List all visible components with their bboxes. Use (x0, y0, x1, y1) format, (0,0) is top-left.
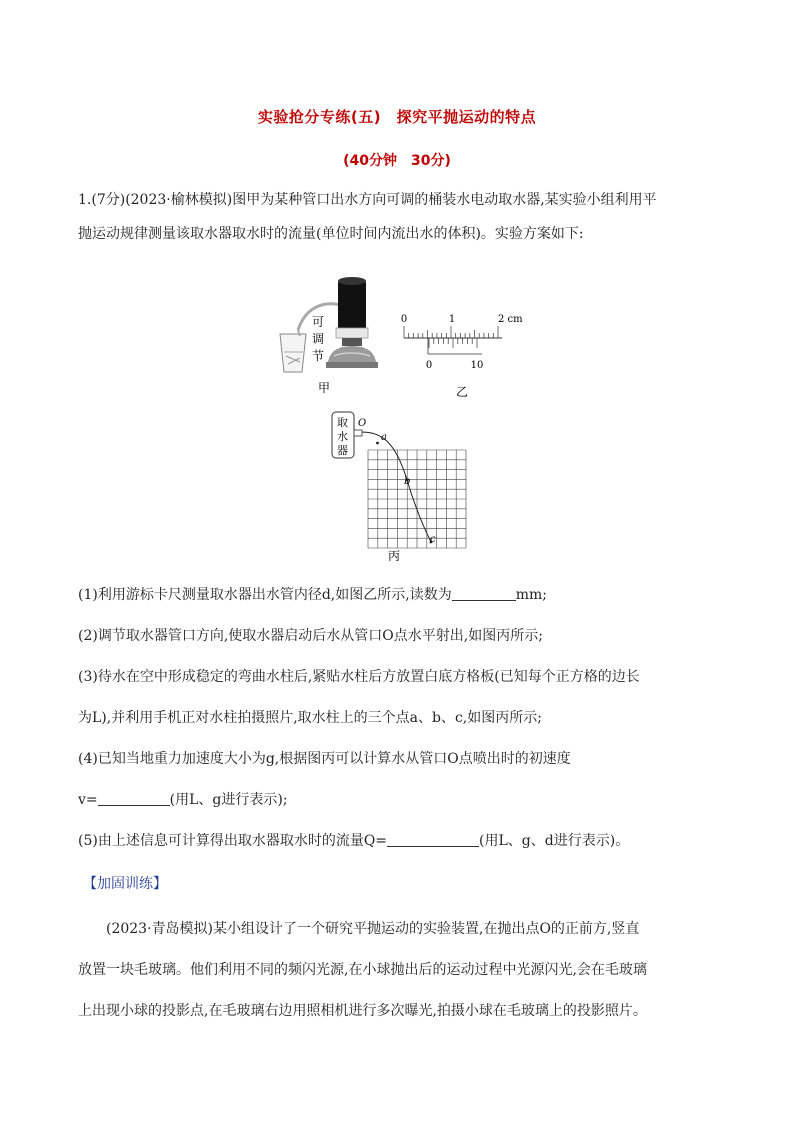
step-4-line2 (78, 783, 720, 817)
step-1-unit: mm; (515, 587, 547, 603)
step-4-note: (用L、g进行表示); (169, 792, 288, 808)
step-3-line2: 为L),并利用手机正对水柱拍摄照片,取水柱上的三个点a、b、c,如图丙所示; (78, 710, 542, 726)
figure-c-caption: 丙 (388, 549, 401, 563)
step-5-note: (用L、g、d进行表示)。 (479, 833, 630, 849)
vernier-label: 0 (425, 360, 433, 371)
figure-a-caption: 甲 (318, 381, 331, 395)
figure-c-trajectory-grid (330, 410, 470, 565)
step-5-text: (5)由上述信息可计算得出取水器取水时的流量Q= (78, 833, 388, 849)
section-title: 【加固训练】 (83, 876, 167, 892)
vernier-scale (429, 338, 477, 348)
figure-b-caption: 乙 (456, 385, 469, 399)
step-1 (78, 578, 720, 612)
step-3-line1: (3)待水在空中形成稳定的弯曲水柱后,紧贴水柱后方放置白底方格板(已知每个正方格的边长 (78, 669, 640, 685)
step-4-text: v= (78, 792, 98, 808)
figure-b-vernier-caliper (398, 310, 528, 400)
answer-blank-5[interactable] (387, 830, 479, 847)
reinforce-line3: 上出现小球的投影点,在毛玻璃右边用照相机进行多次曝光,拍摄小球在毛玻璃上的投影照片。 (78, 1003, 647, 1019)
question1-intro-line2: 抛运动规律测量该取水器取水时的流量(单位时间内流出水的体积)。实验方案如下: (78, 226, 584, 242)
step-2: (2)调节取水器管口方向,使取水器启动后水从管口O点水平射出,如图丙所示; (78, 628, 543, 644)
step-4-line1: (4)已知当地重力加速度大小为g,根据图丙可以计算水从管口O点喷出时的初速度 (78, 751, 571, 767)
reinforce-paragraph (78, 912, 720, 1028)
main-scale-label: 1 (448, 314, 456, 325)
nozzle (354, 430, 362, 436)
figure-a-label-char: 可 (312, 315, 325, 329)
main-scale-label: 0 (400, 314, 408, 325)
water-trajectory (362, 432, 431, 542)
point-a-label: a (381, 432, 387, 443)
figure-a-label-char: 调 (312, 332, 325, 346)
page-title: 实验抢分专练(五) 探究平抛运动的特点 (257, 108, 537, 126)
answer-blank-4[interactable] (98, 789, 170, 806)
step-1-text: (1)利用游标卡尺测量取水器出水管内径d,如图乙所示,读数为 (78, 587, 452, 603)
main-scale-label: 2 cm (498, 314, 523, 325)
device-char: 取 (337, 416, 348, 429)
grid-board (368, 450, 466, 548)
question1-intro (78, 183, 720, 251)
answer-blank-1[interactable] (452, 584, 516, 601)
reinforce-line2: 放置一块毛玻璃。他们利用不同的频闪光源,在小球抛出后的运动过程中光源闪光,会在毛玻璃 (78, 962, 647, 978)
question1-intro-line1: 1.(7分)(2023·榆林模拟)图甲为某种管口出水方向可调的桶装水电动取水器,某实验小组利用平 (78, 192, 657, 208)
figure-a-dispenser (270, 272, 390, 398)
point-b-label: b (404, 476, 411, 487)
figure-a-label-char: 节 (312, 349, 325, 363)
step-5 (78, 824, 720, 858)
point-c-label: c (430, 534, 436, 545)
device-char: 水 (337, 430, 348, 443)
point-a (376, 442, 379, 445)
vernier-label: 10 (470, 360, 484, 371)
page-subtitle: (40分钟 30分) (343, 153, 451, 169)
reinforce-line1: (2023·青岛模拟)某小组设计了一个研究平抛运动的实验装置,在抛出点O的正前方,竖直 (106, 921, 640, 937)
main-scale (404, 326, 498, 338)
device-char: 器 (337, 444, 348, 457)
point-O-label: O (358, 418, 367, 429)
question1-steps (78, 578, 720, 858)
